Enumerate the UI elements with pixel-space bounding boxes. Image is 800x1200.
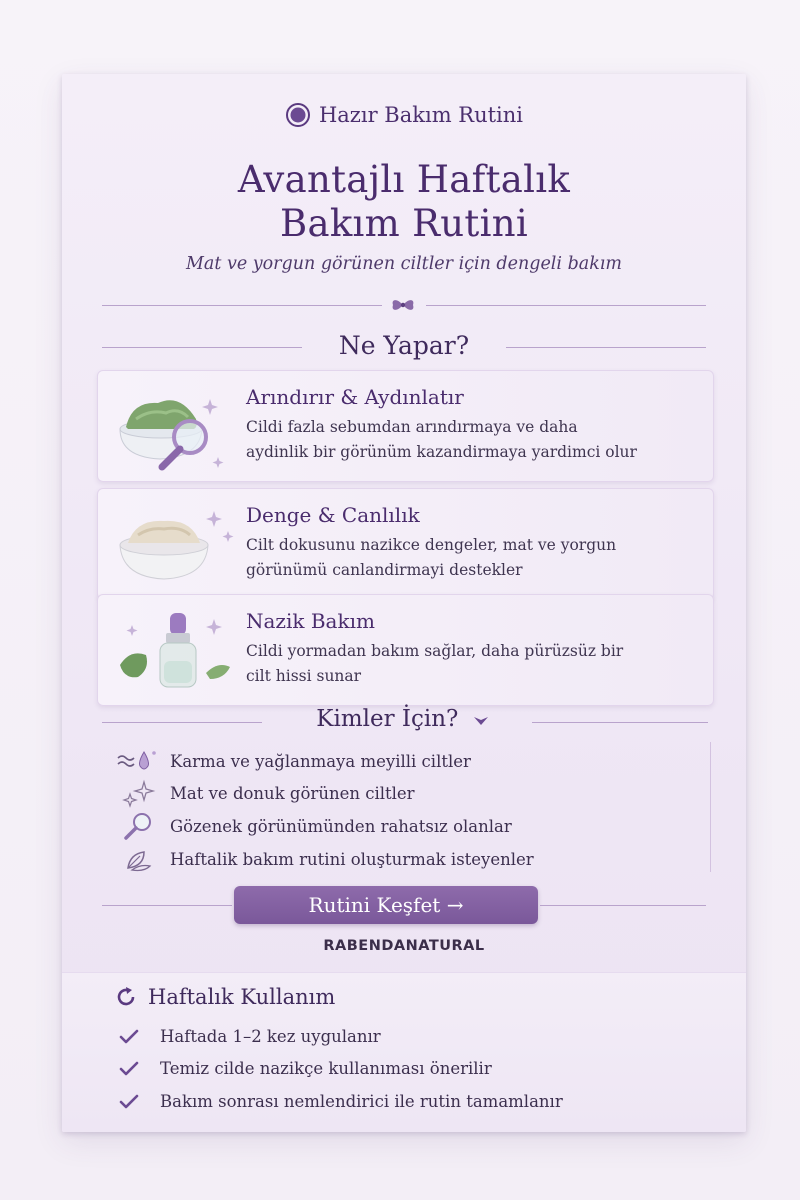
explore-routine-button[interactable]: Rutini Keşfet → [234,886,538,924]
feature-desc-line: cilt hissi sunar [246,667,362,685]
leaf-icon [110,844,158,874]
feature-desc-line: Cilt dokusunu nazikce dengeler, mat ve yorgun [246,536,617,554]
feature-title-balance: Denge & Canlılık [246,503,420,527]
who-for-list [110,742,711,872]
routine-card [62,74,746,1132]
feature-desc-gentle [246,639,706,689]
feature-card-balance [97,488,714,600]
usage-item [118,1027,381,1046]
who-for-item [110,778,415,808]
page-title-line-1: Avantajlı Haftalık [237,158,571,201]
feature-desc-line: aydinlik bir görünüm kazandirmaya yardimci olur [246,443,637,461]
weekly-usage-heading [114,985,335,1009]
arrow-down-heart-icon [470,711,492,729]
brand-logo: RABENDANATURAL [323,938,485,954]
routine-tag-label: Hazır Bakım Rutini [318,103,524,127]
white-clay-bowl-icon [110,497,240,591]
feature-card-purify [97,370,714,482]
usage-item-text: Bakım sonrası nemlendirici ile rutin tamamlanır [160,1092,563,1111]
cta-rule-right [540,905,706,906]
sparkles-icon [110,778,158,808]
divider-left [102,305,382,306]
bow-ornament-icon [388,295,418,315]
page-subtitle: Mat ve yorgun görünen ciltler için dengeli bakım [186,254,622,274]
what-it-does-heading: Ne Yapar? [338,331,470,360]
who-for-text: Karma ve yağlanmaya meyilli ciltler [170,751,471,771]
circle-badge-icon [285,102,311,128]
feature-desc-balance [246,533,706,583]
weekly-usage-heading-text: Haftalık Kullanım [148,985,336,1009]
feature-desc-line: görünümü canlandirmayi destekler [246,561,523,579]
who-for-heading [62,706,746,732]
feature-title-purify: Arındırır & Aydınlatır [246,385,464,409]
oil-drop-icon [110,746,158,776]
feature-desc-line: Cildi yormadan bakım sağlar, daha pürüzsüz bir [246,642,624,660]
usage-item-text: Temiz cilde nazikçe kullanıması önerilir [160,1059,492,1078]
usage-item-text: Haftada 1–2 kez uygulanır [160,1027,381,1046]
who-for-text: Haftalik bakım rutini oluşturmak isteyenler [170,849,534,869]
who-for-item [110,811,512,841]
page-title-line-2: Bakım Rutini [279,202,528,245]
page-title [62,158,746,246]
divider-right [426,305,706,306]
section-rule-right [532,722,708,723]
green-clay-magnifier-icon [110,379,240,473]
magnifier-icon [110,811,158,841]
usage-item [118,1092,563,1111]
check-icon [118,1093,140,1111]
weekly-usage-panel [62,972,746,1132]
who-for-heading-text: Kimler İçin? [316,706,459,732]
routine-tag [62,102,746,128]
feature-title-gentle: Nazik Bakım [246,609,375,633]
check-icon [118,1028,140,1046]
usage-item [118,1059,492,1078]
feature-desc-purify [246,415,706,465]
feature-desc-line: Cildi fazla sebumdan arındırmaya ve daha [246,418,578,436]
who-for-text: Mat ve donuk görünen ciltler [170,783,415,803]
feature-card-gentle [97,594,714,706]
who-for-item [110,746,471,776]
check-icon [118,1060,140,1078]
who-for-text: Gözenek görünümünden rahatsız olanlar [170,816,512,836]
section-rule-right [506,347,706,348]
serum-dropper-bottle-icon [110,603,240,697]
cta-rule-left [102,905,232,906]
refresh-cycle-icon [114,985,138,1009]
who-for-item [110,844,534,874]
